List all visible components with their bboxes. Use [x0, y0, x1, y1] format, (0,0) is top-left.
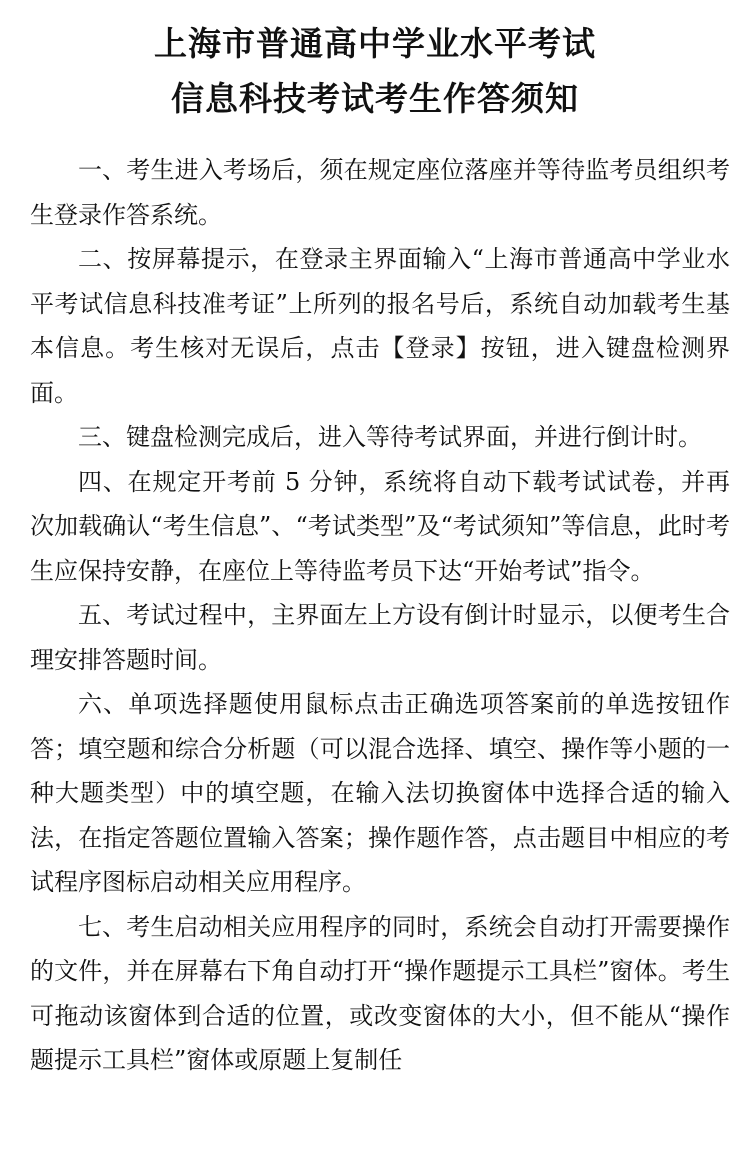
- paragraph-1: 一、考生进入考场后，须在规定座位落座并等待监考员组织考生登录作答系统。: [30, 156, 730, 229]
- paragraph-2: 二、按屏幕提示，在登录主界面输入“上海市普通高中学业水平考试信息科技准考证”上所列的报名号后，系统自动加载考生基本信息。考生核对无误后，点击【登录】按钮，进入键盘检测界面。: [30, 245, 730, 407]
- paragraph-4: 四、在规定开考前 5 分钟，系统将自动下载考试试卷，并再次加载确认“考生信息”、“考试类型”及“考试须知”等信息，此时考生应保持安静，在座位上等待监考员下达“开始考试”指令。: [30, 467, 730, 585]
- paragraph-7: 七、考生启动相关应用程序的同时，系统会自动打开需要操作的文件，并在屏幕右下角自动打开“操作题提示工具栏”窗体。考生可拖动该窗体到合适的位置，或改变窗体的大小，但不能从“操作题提示工具栏”窗体或原题上复制任: [30, 912, 730, 1074]
- document-body: [30, 148, 730, 1083]
- document-title-line-1: 上海市普通高中学业水平考试: [154, 24, 596, 63]
- paragraph-5: 五、考试过程中，主界面左上方设有倒计时显示，以便考生合理安排答题时间。: [30, 601, 730, 674]
- paragraph-3: 三、键盘检测完成后，进入等待考试界面，并进行倒计时。: [78, 423, 702, 451]
- document-title-line-2: 信息科技考试考生作答须知: [171, 79, 579, 118]
- paragraph-6: 六、单项选择题使用鼠标点击正确选项答案前的单选按钮作答；填空题和综合分析题（可以混合选择、填空、操作等小题的一种大题类型）中的填空题，在输入法切换窗体中选择合适的输入法，在指定答题位置输入答案；操作题作答，点击题目中相应的考试程序图标启动相关应用程序。: [30, 690, 730, 896]
